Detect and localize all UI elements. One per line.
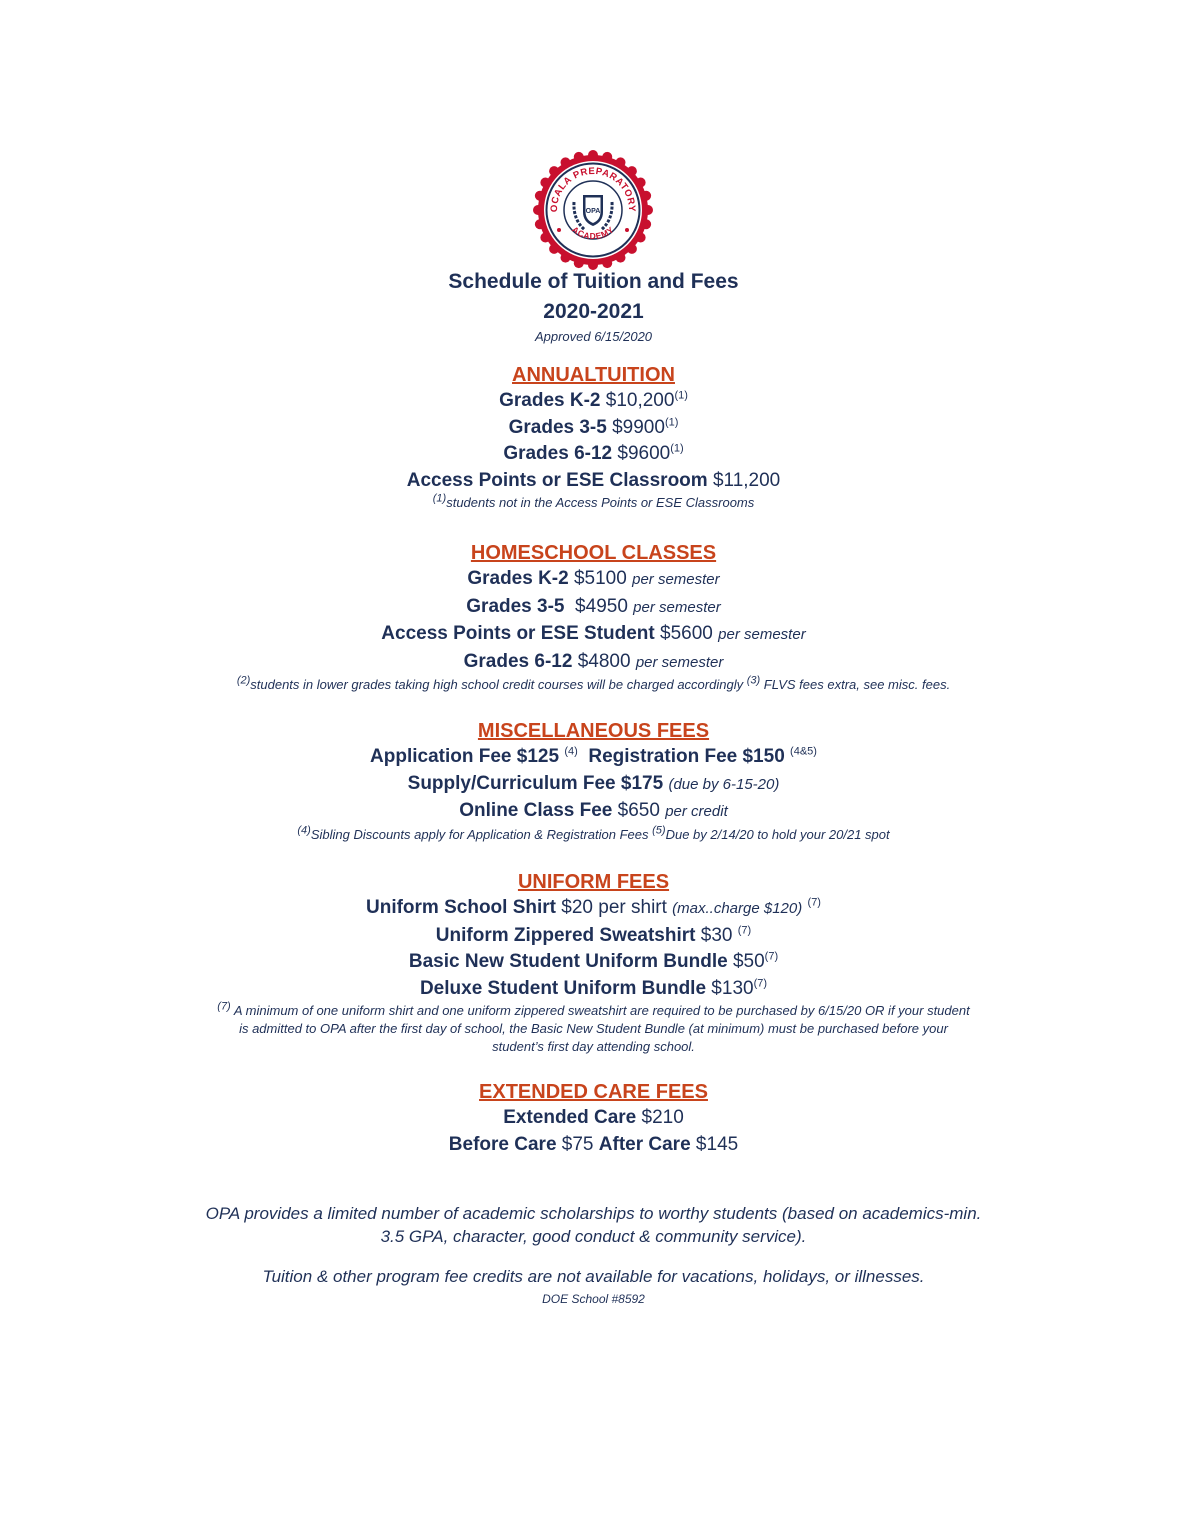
tuition-row-3-5: Grades 3-5 $9900$^{(1)}$ [508,416,679,438]
document-title: Schedule of Tuition and Fees [448,270,739,293]
section-title: MISCELLANEOUS FEES [477,720,710,742]
homeschool-row-6-12: Grades 6-12 $4800 per semester [463,650,724,672]
online-class-row: Online Class Fee $650 per credit [459,800,728,821]
misc-fees-section [0,718,1187,844]
svg-text:OPA: OPA [585,208,601,215]
homeschool-row-ese: Access Points or ESE Student $5600 per semester [381,623,806,644]
seal-scallop [636,178,646,188]
tuition-row-k2: Grades K-2 $10,200$^{(1)}$ [499,389,688,411]
seal-scallop [535,191,545,201]
seal-scallop [627,166,637,176]
tuition-footnote: $^{(1)}$students not in the Access Points or ESE Classrooms [432,492,755,510]
seal-scallop [574,152,584,162]
seal-scallop [641,219,651,229]
homeschool-row-3-5: Grades 3-5 $4950 per semester [466,595,721,617]
seal-scallop [588,260,598,270]
seal-scallop [616,253,626,263]
section-title: ANNUALTUITION [512,364,675,386]
uniform-shirt-row: Uniform School Shirt $20 per shirt (max..charge $120) $^{(7)}$ [366,896,821,918]
extended-care-row: Extended Care $210 [503,1107,684,1128]
uniform-footnote: $^{(7)}$ A minimum of one uniform shirt and one uniform zippered sweatshirt are required to be purchased by 6/15/20 OR if your student is admitted to OPA after the first day of school, the Basic New Student Bundle (at minimum) must be purchased before your student’s first day attending school. [217,1000,970,1054]
seal-scallop [636,233,646,243]
homeschool-row-k2: Grades K-2 $5100 per semester [467,568,720,589]
extended-care-section [0,1079,1187,1158]
svg-text:OCALA PREPARATORY: OCALA PREPARATORY [548,165,638,213]
misc-footnote: $^{(4)}$Sibling Discounts apply for Application & Registration Fees $^{(5)}$Due by 2/14/20 to hold your 20/21 spot [297,824,890,842]
section-title: HOMESCHOOL CLASSES [470,542,717,564]
tuition-row-ese: Access Points or ESE Classroom $11,200 [406,469,781,491]
seal-scallop [641,191,651,201]
svg-text:ACADEMY: ACADEMY [570,224,616,242]
homeschool-footnote: $^{(2)}$students in lower grades taking high school credit courses will be charged accordingly $^{(3)}$ FLVS fees extra, see misc. fees. [236,674,951,692]
seal-scallop [643,205,653,215]
seal-scallop [602,258,612,268]
school-year: 2020-2021 [543,300,644,323]
scholarship-note: OPA provides a limited number of academic scholarships to worthy students (based on academics-min. 3.5 GPA, character, good conduct & community service). [205,1204,982,1246]
tuition-row-6-12: Grades 6-12 $9600$^{(1)}$ [503,442,684,464]
uniform-basic-bundle-row: Basic New Student Uniform Bundle $50$^{(7)}$ [408,950,779,972]
seal-scallop [616,157,626,167]
seal-scallop [561,157,571,167]
seal-scallop [549,244,559,254]
seal-scallop [549,166,559,176]
uniform-fees-section [0,869,1187,1056]
doe-school-number: DOE School #8592 [542,1292,645,1306]
seal-scallop [602,152,612,162]
homeschool-section [0,540,1187,694]
section-title: EXTENDED CARE FEES [479,1081,708,1103]
supply-fee-row: Supply/Curriculum Fee $175 (due by 6-15-20) [407,772,780,794]
section-title: UNIFORM FEES [517,871,670,893]
approved-date: Approved 6/15/2020 [534,329,653,344]
seal-scallop [627,244,637,254]
application-registration-row: Application Fee $125 $^{(4)}$ Registration Fee $150 $^{(4\&5)}$ [370,745,817,767]
seal-scallop [574,258,584,268]
seal-scallop [540,178,550,188]
seal-scallop [588,150,598,160]
uniform-sweatshirt-row: Uniform Zippered Sweatshirt $30 $^{(7)}$ [435,924,752,946]
annual-tuition-section [0,362,1187,512]
uniform-deluxe-bundle-row: Deluxe Student Uniform Bundle $130$^{(7)}$ [419,977,768,999]
seal-scallop [561,253,571,263]
before-after-care-row: Before Care $75 After Care $145 [448,1133,739,1155]
credits-note: Tuition & other program fee credits are not available for vacations, holidays, or illnesses. [262,1267,925,1286]
seal-scallop [533,205,543,215]
opa-seal-logo [533,150,653,270]
seal-scallop [540,233,550,243]
seal-scallop [535,219,545,229]
